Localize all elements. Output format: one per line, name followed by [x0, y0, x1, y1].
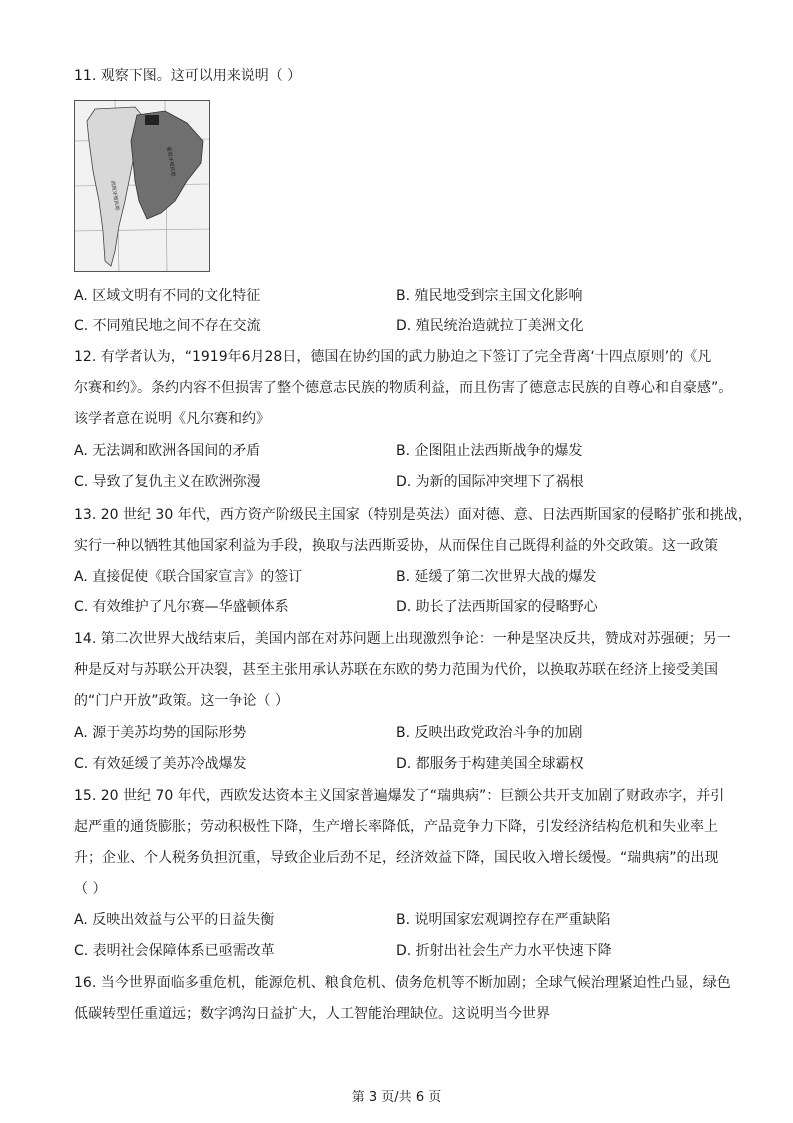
q13-option-d[interactable]: D. 助长了法西斯国家的侵略野心 [396, 599, 598, 615]
svg-text:葡萄牙殖民地: 葡萄牙殖民地 [165, 146, 177, 177]
q15-option-d[interactable]: D. 折射出社会生产力水平快速下降 [396, 943, 612, 959]
q15-option-b[interactable]: B. 说明国家宏观调控存在严重缺陷 [396, 912, 611, 928]
q13-option-c[interactable]: C. 有效维护了凡尔赛—华盛顿体系 [74, 599, 289, 615]
question-15-line-1: 15. 20 世纪 70 年代，西欧发达资本主义国家普遍爆发了“瑞典病”：巨额公共开支加剧了财政赤字，并引 [74, 788, 725, 804]
question-12-line-1: 12. 有学者认为，“1919年6月28日，德国在协约国的武力胁迫之下签订了完全背离‘十四点原则’的《凡 [74, 349, 712, 365]
question-15-line-2: 起严重的通货膨胀；劳动积极性下降，生产增长率降低，产品竞争力下降，引发经济结构危机和失业率上 [74, 819, 718, 835]
q11-option-a[interactable]: A. 区域文明有不同的文化特征 [74, 288, 261, 304]
q15-option-c[interactable]: C. 表明社会保障体系已亟需改革 [74, 943, 275, 959]
question-15-line-4: （ ） [74, 881, 107, 897]
question-15-line-3: 升；企业、个人税务负担沉重，导致企业后劲不足，经济效益下降，国民收入增长缓慢。“瑞典病”的出现 [74, 850, 719, 866]
q14-option-c[interactable]: C. 有效延缓了美苏冷战爆发 [74, 756, 247, 772]
page-number-footer: 第 3 页/共 6 页 [351, 1090, 442, 1105]
question-12-line-3: 该学者意在说明《凡尔赛和约》 [74, 411, 270, 427]
question-14-line-2: 种是反对与苏联公开决裂，甚至主张用承认苏联在东欧的势力范围为代价，以换取苏联在经济上接受美国 [74, 662, 718, 678]
q14-option-b[interactable]: B. 反映出政党政治斗争的加剧 [396, 725, 583, 741]
q11-option-b[interactable]: B. 殖民地受到宗主国文化影响 [396, 288, 583, 304]
q15-option-a[interactable]: A. 反映出效益与公平的日益失衡 [74, 912, 275, 928]
south-america-colonial-map [74, 100, 210, 272]
q13-option-b[interactable]: B. 延缓了第二次世界大战的爆发 [396, 569, 597, 585]
q14-option-a[interactable]: A. 源于美苏均势的国际形势 [74, 725, 247, 741]
q11-option-d[interactable]: D. 殖民统治造就拉丁美洲文化 [396, 318, 584, 334]
question-16-line-2: 低碳转型任重道远；数字鸿沟日益扩大，人工智能治理缺位。这说明当今世界 [74, 1006, 550, 1022]
question-13-line-1: 13. 20 世纪 30 年代，西方资产阶级民主国家（特别是英法）面对德、意、日法西斯国家的侵略扩张和挑战， [74, 507, 752, 523]
question-14-line-1: 14. 第二次世界大战结束后，美国内部在对苏问题上出现激烈争论：一种是坚决反共，赞成对苏强硬；另一 [74, 631, 731, 647]
q11-option-c[interactable]: C. 不同殖民地之间不存在交流 [74, 318, 261, 334]
q12-option-d[interactable]: D. 为新的国际冲突埋下了祸根 [396, 474, 584, 490]
question-13-line-2: 实行一种以牺牲其他国家利益为手段，换取与法西斯妥协，从而保住自己既得利益的外交政策。这一政策 [74, 538, 718, 554]
question-14-line-3: 的“门户开放”政策。这一争论（ ） [74, 693, 289, 709]
question-11-stem: 11. 观察下图。这可以用来说明（ ） [74, 68, 302, 84]
q12-option-c[interactable]: C. 导致了复仇主义在欧洲弥漫 [74, 474, 261, 490]
question-16-line-1: 16. 当今世界面临多重危机，能源危机、粮食危机、债务危机等不断加剧；全球气候治理紧迫性凸显，绿色 [74, 975, 731, 991]
q13-option-a[interactable]: A. 直接促使《联合国家宣言》的签订 [74, 569, 303, 585]
q12-option-a[interactable]: A. 无法调和欧洲各国间的矛盾 [74, 443, 261, 459]
q12-option-b[interactable]: B. 企图阻止法西斯战争的爆发 [396, 443, 583, 459]
map-graphic [75, 101, 209, 271]
q14-option-d[interactable]: D. 都服务于构建美国全球霸权 [396, 756, 584, 772]
question-12-line-2: 尔赛和约》。条约内容不但损害了整个德意志民族的物质利益，而且伤害了德意志民族的自尊心和自豪感”。 [74, 380, 733, 396]
svg-text:西班牙殖民地: 西班牙殖民地 [109, 180, 121, 211]
